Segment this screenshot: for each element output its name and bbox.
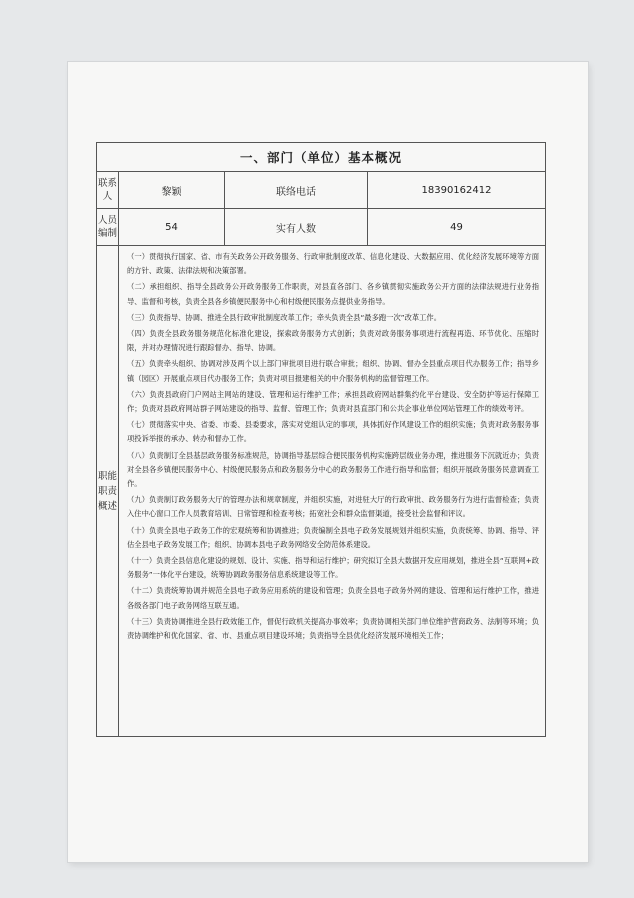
duty-item: （四）负责全县政务服务规范化标准化建设，探索政务服务方式创新；负责对政务服务事项进行流程再造、环节优化、压缩时限，并对办理情况进行跟踪督办、指导、协调。 [127, 329, 540, 353]
duty-item: （九）负责制订政务服务大厅的管理办法和规章制度，并组织实施，对进驻大厅的行政审批、政务服务行为进行监督检查；负责入住中心窗口工作人员教育培训、日常管理和检查考核；拓宽社会和群众监督渠道，接受社会监督和评议。 [127, 495, 540, 519]
duty-item: （一）贯彻执行国家、省、市有关政务公开政务服务、行政审批制度改革、信息化建设、大数据应用、优化经济发展环境等方面的方针、政策、法律法规和决策部署。 [127, 252, 540, 276]
duty-item: （八）负责制订全县基层政务服务标准规范，协调指导基层综合便民服务机构实施跨层级业务办理，推进服务下沉就近办；负责对全县各乡镇便民服务中心、村级便民服务点和政务服务分中心的政务服务工作进行指导和监督；组织开展政务服务民意调查工作。 [127, 450, 540, 489]
phone-label: 联络电话 [225, 172, 368, 209]
phone-value: 18390162412 [368, 172, 546, 209]
contact-label: 联系人 [97, 172, 119, 209]
duties-row [97, 246, 546, 737]
duty-item: （七）贯彻落实中央、省委、市委、县委要求，落实对党组认定的事项，具体抓好作风建设工作的组织实施；负责对政务服务事项投诉举报的承办、转办和督办工作。 [127, 420, 540, 444]
duties-label: 职能职责概述 [97, 246, 119, 737]
duty-item: （十三）负责协调推进全县行政效能工作，督促行政机关提高办事效率；负责协调相关部门单位维护营商政务、法制等环境；负责协调维护和优化国家、省、市、县重点项目建设环境；负责指导全县优化经济发展环境相关工作； [127, 616, 540, 641]
section-title: 一、部门（单位）基本概况 [97, 143, 546, 172]
actual-staff-value: 49 [368, 209, 546, 246]
staff-quota-label: 人员编制 [97, 209, 119, 246]
basic-info-table [96, 142, 546, 737]
contact-name: 黎颖 [119, 172, 225, 209]
duty-item: （二）承担组织、指导全县政务公开政务服务工作职责，对县直各部门、各乡镇贯彻实施政务公开方面的法律法规进行业务指导、监督和考核，负责全县各乡镇便民服务中心和村级便民服务点提供业务指导。 [127, 282, 540, 306]
duty-item: （十一）负责全县信息化建设的规划、设计、实施、指导和运行维护；研究拟订全县大数据开发应用规划，推进全县“互联网+政务服务”一体化平台建设，统筹协调政务服务信息系统建设等工作。 [127, 556, 540, 580]
duty-item: （三）负责指导、协调、推进全县行政审批制度改革工作；牵头负责全县“最多跑一次”改革工作。 [127, 312, 442, 322]
staff-row [97, 209, 546, 246]
duty-item: （五）负责牵头组织、协调对涉及两个以上部门审批项目进行联合审批；组织、协调、督办全县重点项目代办服务工作；指导乡镇（园区）开展重点项目代办服务工作；负责对项目报建相关的中介服务机构的监督管理工作。 [127, 359, 540, 383]
duties-text [119, 246, 546, 737]
actual-staff-label: 实有人数 [225, 209, 368, 246]
duty-item: （十二）负责统筹协调并规范全县电子政务应用系统的建设和管理；负责全县电子政务外网的建设、管理和运行维护工作，推进各级各部门电子政务网络互联互通。 [127, 586, 540, 610]
duty-item: （六）负责县政府门户网站主网站的建设、管理和运行维护工作；承担县政府网站群集约化平台建设、安全防护等运行保障工作；负责对县政府网站群子网站建设的指导、监督、管理工作；负责对县直部门和公共企事业单位网站管理工作的绩效考评。 [127, 389, 540, 414]
duty-item: （十）负责全县电子政务工作的宏观统筹和协调推进；负责编制全县电子政务发展规划并组织实施，负责统筹、协调、指导、评估全县电子政务发展工作；组织、协调本县电子政务网络安全防范体系建设。 [127, 525, 540, 549]
staff-quota-value: 54 [119, 209, 225, 246]
contact-row [97, 172, 546, 209]
